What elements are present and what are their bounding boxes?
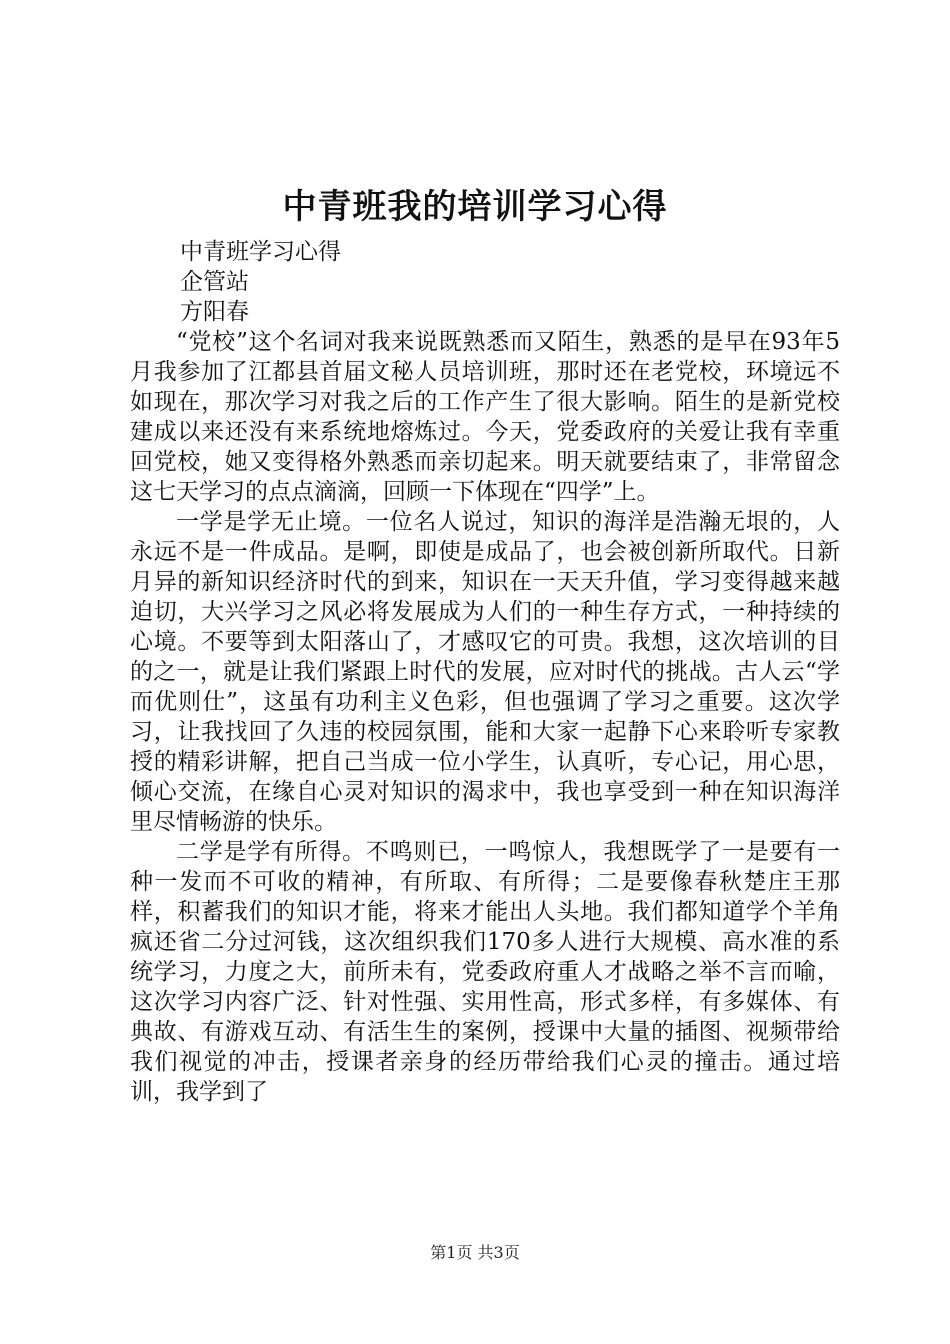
document-department: 企管站: [180, 269, 249, 295]
document-subtitle: 中青班学习心得: [180, 239, 341, 265]
document-author: 方阳春: [180, 299, 249, 325]
paragraph-intro: “党校”这个名词对我来说既熟悉而又陌生，熟悉的是早在93年5月我参加了江都县首届文秘人员培训班，那时还在老党校，环境远不如现在，那次学习对我之后的工作产生了很大影响。陌生的是新党校建成以来还没有来系统地熔炼过。今天，党委政府的关爱让我有幸重回党校，她又变得格外熟悉而亲切起来。明天就要结束了，非常留念这七天学习的点点滴滴，回顾一下体现在“四学”上。: [130, 329, 840, 505]
document-body: [130, 327, 840, 1107]
paragraph-learning-endless: 一学是学无止境。一位名人说过，知识的海洋是浩瀚无垠的，人永远不是一件成品。是啊，即使是成品了，也会被创新所取代。日新月异的新知识经济时代的到来，知识在一天天升值，学习变得越来越迫切，大兴学习之风必将发展成为人们的一种生存方式，一种持续的心境。不要等到太阳落山了，才感叹它的可贵。我想，这次培训的目的之一，就是让我们紧跟上时代的发展，应对时代的挑战。古人云“学而优则仕”，这虽有功利主义色彩，但也强调了学习之重要。这次学习，让我找回了久违的校园氛围，能和大家一起静下心来聆听专家教授的精彩讲解，把自己当成一位小学生，认真听，专心记，用心思，倾心交流，在缘自心灵对知识的渴求中，我也享受到一种在知识海洋里尽情畅游的快乐。: [130, 509, 840, 835]
paragraph-learning-gains: 二学是学有所得。不鸣则已，一鸣惊人，我想既学了一是要有一种一发而不可收的精神，有所取、有所得；二是要像春秋楚庄王那样，积蓄我们的知识才能，将来才能出人头地。我们都知道学个羊角疯还省二分过河钱，这次组织我们170多人进行大规模、高水准的系统学习，力度之大，前所未有，党委政府重人才战略之举不言而喻，这次学习内容广泛、针对性强、实用性高，形式多样，有多媒体、有典故、有游戏互动、有活生生的案例，授课中大量的插图、视频带给我们视觉的冲击，授课者亲身的经历带给我们心灵的撞击。通过培训，我学到了: [130, 839, 840, 1105]
page-footer: 第1页 共3页: [430, 1243, 520, 1262]
document-title: 中青班我的培训学习心得: [282, 187, 668, 227]
